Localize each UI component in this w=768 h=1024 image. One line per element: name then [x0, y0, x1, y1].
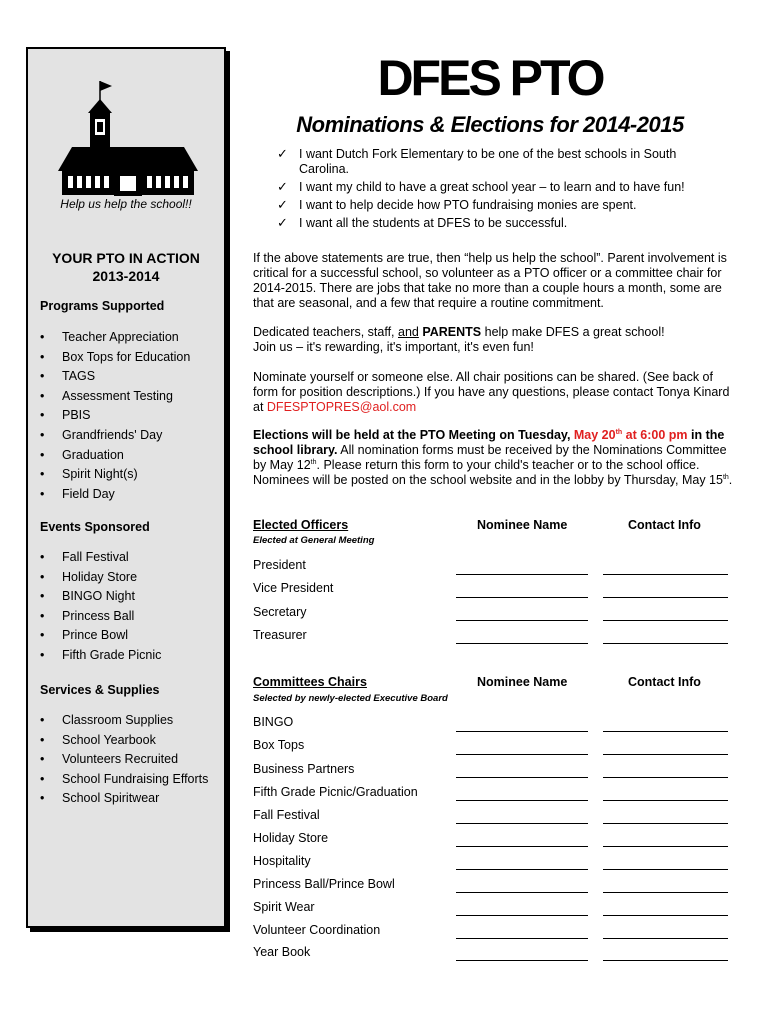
page-title: DFES PTO: [377, 50, 603, 106]
nominee-name-field[interactable]: [456, 731, 588, 732]
list-item: • Fifth Grade Picnic: [40, 646, 161, 666]
check-item: ✓ I want to help decide how PTO fundraising monies are spent.: [277, 197, 637, 212]
nominate-paragraph: Nominate yourself or someone else. All chair positions can be shared. (See back of form for position descriptions.) If you have any questions, please contact Tonya Kinard at DFESPTOPRES@aol.com: [253, 370, 730, 414]
nominee-name-field[interactable]: [456, 846, 588, 847]
list-item: • PBIS: [40, 406, 190, 426]
contact-info-field[interactable]: [603, 620, 728, 621]
nominee-name-field[interactable]: [456, 754, 588, 755]
contact-info-field[interactable]: [603, 800, 728, 801]
nominee-name-field[interactable]: [456, 777, 588, 778]
list-item: • Assessment Testing: [40, 387, 190, 407]
list-item: • School Yearbook: [40, 731, 208, 751]
check-item: ✓ I want all the students at DFES to be successful.: [277, 215, 568, 230]
nominee-name-field[interactable]: [456, 620, 588, 621]
contact-info-field[interactable]: [603, 777, 728, 778]
list-item: • BINGO Night: [40, 587, 161, 607]
services-list: [40, 711, 208, 809]
committees-nominee-column: Nominee Name: [477, 675, 568, 689]
checkmark-icon: ✓: [277, 146, 288, 161]
row-label: Box Tops: [253, 738, 305, 752]
list-item: • Field Day: [40, 485, 190, 505]
join-paragraph: Dedicated teachers, staff, and PARENTS help make DFES a great school! Join us – it's rewarding, it's important, it's even fun!: [253, 325, 665, 354]
row-label: Treasurer: [253, 628, 307, 642]
check-item: ✓ I want my child to have a great school year – to learn and to have fun!: [277, 179, 685, 194]
check-item: ✓ I want Dutch Fork Elementary to be one of the best schools in South Carolina.: [277, 146, 677, 176]
contact-info-field[interactable]: [603, 754, 728, 755]
contact-info-field[interactable]: [603, 597, 728, 598]
contact-info-field[interactable]: [603, 915, 728, 916]
programs-list: [40, 328, 190, 504]
pto-in-action-year: 2013-2014: [92, 268, 160, 284]
row-label: Vice President: [253, 581, 334, 595]
nominee-name-field[interactable]: [456, 938, 588, 939]
contact-info-field[interactable]: [603, 892, 728, 893]
officers-nominee-column: Nominee Name: [477, 518, 568, 532]
list-item: • Prince Bowl: [40, 626, 161, 646]
nominee-name-field[interactable]: [456, 597, 588, 598]
nominee-name-field[interactable]: [456, 800, 588, 801]
checkmark-icon: ✓: [277, 215, 288, 230]
list-item: • Classroom Supplies: [40, 711, 208, 731]
nominee-name-field[interactable]: [456, 574, 588, 575]
committees-contact-column: Contact Info: [628, 675, 701, 689]
checklist: [277, 147, 717, 234]
row-label: Fall Festival: [253, 808, 320, 822]
row-label: Fifth Grade Picnic/Graduation: [253, 785, 418, 799]
nominee-name-field[interactable]: [456, 960, 588, 961]
sidebar-tagline: Help us help the school!!: [60, 197, 192, 211]
events-list: [40, 548, 161, 666]
row-label: BINGO: [253, 715, 294, 729]
row-label: Secretary: [253, 605, 307, 619]
list-item: • School Spiritwear: [40, 789, 208, 809]
list-item: • Box Tops for Education: [40, 348, 190, 368]
contact-info-field[interactable]: [603, 938, 728, 939]
list-item: • Teacher Appreciation: [40, 328, 190, 348]
officers-subheading: Elected at General Meeting: [253, 535, 375, 546]
contact-info-field[interactable]: [603, 643, 728, 644]
contact-info-field[interactable]: [603, 823, 728, 824]
page-subtitle: Nominations & Elections for 2014-2015: [296, 112, 684, 137]
contact-info-field[interactable]: [603, 574, 728, 575]
elections-paragraph: Elections will be held at the PTO Meeting on Tuesday, May 20th at 6:00 pm in the school library. All nomination forms must be received by the Nominations Committee by May 12th. Please return this form to your child's teacher or to the school office. Nominees will be posted on the school website and in the lobby by Thursday, May 15th.: [253, 428, 733, 487]
nominee-name-field[interactable]: [456, 892, 588, 893]
row-label: Hospitality: [253, 854, 311, 868]
programs-heading: Programs Supported: [40, 299, 165, 313]
list-item: • Grandfriends' Day: [40, 426, 190, 446]
contact-email-link[interactable]: DFESPTOPRES@aol.com: [266, 400, 417, 414]
contact-info-field[interactable]: [603, 869, 728, 870]
row-label: Princess Ball/Prince Bowl: [253, 877, 395, 891]
nominee-name-field[interactable]: [456, 869, 588, 870]
contact-info-field[interactable]: [603, 846, 728, 847]
committees-subheading: Selected by newly-elected Executive Board: [253, 693, 448, 704]
officers-heading: Elected Officers: [253, 518, 349, 532]
pto-in-action-title: YOUR PTO IN ACTION: [52, 250, 200, 266]
row-label: President: [253, 558, 306, 572]
services-heading: Services & Supplies: [40, 683, 160, 697]
list-item: • Holiday Store: [40, 568, 161, 588]
events-heading: Events Sponsored: [40, 520, 150, 534]
nominee-name-field[interactable]: [456, 915, 588, 916]
committees-heading: Committees Chairs: [253, 675, 367, 689]
row-label: Year Book: [253, 945, 311, 959]
checkmark-icon: ✓: [277, 197, 288, 212]
nominee-name-field[interactable]: [456, 823, 588, 824]
row-label: Spirit Wear: [253, 900, 315, 914]
contact-info-field[interactable]: [603, 960, 728, 961]
pto-in-action-heading: [28, 249, 224, 285]
row-label: Volunteer Coordination: [253, 923, 381, 937]
list-item: • Spirit Night(s): [40, 465, 190, 485]
contact-info-field[interactable]: [603, 731, 728, 732]
list-item: • School Fundraising Efforts: [40, 770, 208, 790]
nominee-name-field[interactable]: [456, 643, 588, 644]
row-label: Holiday Store: [253, 831, 329, 845]
sidebar-panel: [26, 47, 226, 928]
list-item: • TAGS: [40, 367, 190, 387]
intro-paragraph: If the above statements are true, then “help us help the school”. Parent involvement is critical for a successful school, so volunteer as a PTO officer or a committee chair for 2014-2015. There are jobs that take no more than a couple hours a month, some are that are seasonal, and a few that require a routine commitment.: [253, 251, 727, 310]
checkmark-icon: ✓: [277, 179, 288, 194]
row-label: Business Partners: [253, 762, 355, 776]
list-item: • Volunteers Recruited: [40, 750, 208, 770]
officers-contact-column: Contact Info: [628, 518, 701, 532]
list-item: • Graduation: [40, 446, 190, 466]
list-item: • Princess Ball: [40, 607, 161, 627]
list-item: • Fall Festival: [40, 548, 161, 568]
